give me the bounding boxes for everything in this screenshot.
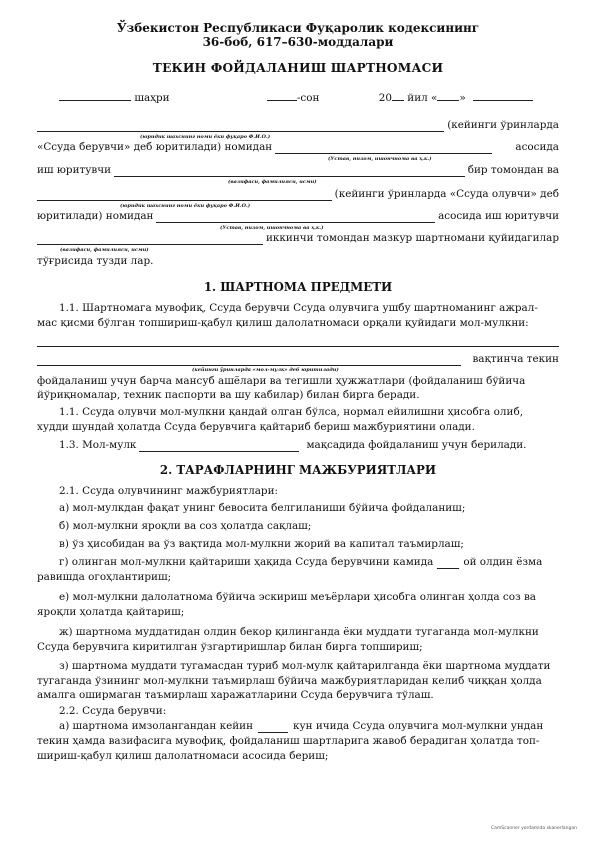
caption-party2-basis: (Устав, низом, ишончнома ва ҳ.к.)	[220, 225, 324, 231]
s2-l5-start: г) олинган мол-мулкни қайтариши ҳақида Ссуда берувчини камида	[59, 556, 434, 568]
intro-line-6	[37, 232, 559, 245]
s1-p7-start: 1.3. Мол-мулк	[59, 439, 137, 451]
intro-p3-start: иш юритувчи	[37, 164, 112, 176]
s1-p3: фойдаланиш учун барча мансуб ашёлари ва тегишли ҳужжатлари (фойдаланиш бўйича	[37, 375, 526, 387]
intro-line-4	[37, 188, 559, 201]
caption-party1-basis: (Устав, низом, ишончнома ва ҳ.к.)	[328, 156, 432, 162]
s2-l6: равишда огоҳлантириш;	[37, 571, 172, 583]
s1-p6: худди шундай ҳолатда Ссуда берувчига қайтариб бериш мажбуриятини олади.	[37, 421, 475, 433]
s2-l5-end: ой олдин ёзма	[463, 556, 543, 568]
s2-l13: амалга оширмаган таъмирлаш харажатларини Ссуда берувчига тўлаш.	[37, 689, 434, 701]
caption-party1-name: (юридик шахснинг номи ёки фуқаро Ф.И.О.)	[140, 134, 271, 140]
s1-line-7	[37, 439, 559, 452]
intro-p6-end: иккинчи томондан мазкур шартномани қуйидагилар	[266, 232, 559, 244]
intro-line-3	[37, 164, 559, 177]
s1-p2-end: вақтинча текин	[472, 353, 559, 365]
date-close-label: »	[459, 92, 466, 104]
number-label: -сон	[296, 92, 320, 104]
section-1-title: 1. ШАРТНОМА ПРЕДМЕТИ	[203, 280, 393, 294]
s2-l1: 2.1. Ссуда олувчининг мажбуриятлари:	[59, 485, 279, 497]
s2-l2: а) мол-мулкдан фақат унинг бевосита белгиланиши бўйича фойдаланиш;	[59, 502, 466, 514]
s2-l3: б) мол-мулкни яроқли ва соз ҳолатда сақлаш;	[59, 520, 312, 532]
s1-blank-line	[37, 346, 559, 347]
intro-p5-start: юритилади) номидан	[37, 210, 154, 222]
header-line-1: Ўзбекистон Республикаси Фуқаролик кодексининг	[116, 21, 480, 35]
s1-p1b: мас қисми бўлган топшириш-қабул қилиш далолатномаси орқали қуйидаги мол-мулкни:	[37, 317, 529, 329]
caption-property: (кейинги ўринларда «мол-мулк» деб юритилади)	[192, 367, 339, 373]
scanner-footer: CamScanner yordamida skanerlangan	[490, 826, 577, 831]
city-date-line	[37, 90, 559, 105]
s2-l15-end: кун ичида Ссуда олувчига мол-мулкни ундан	[293, 720, 544, 732]
intro-p5-end: асосида иш юритувчи	[438, 210, 559, 222]
header-line-2: 36-боб, 617–630-моддалари	[202, 35, 394, 49]
s2-l10: Ссуда берувчига киритилган ўзгартиришлар билан бирга топшириш;	[37, 641, 423, 653]
s2-l15-start: а) шартнома имзолангандан кейин	[59, 720, 254, 732]
date-mid-label: йил «	[407, 92, 438, 104]
s2-l11: з) шартнома муддати тугамасдан туриб мол-мулк қайтарилганда ёки шартнома муддати	[59, 660, 551, 672]
s2-l17: шириш-қабул қилиш далолатномаси асосида бериш;	[37, 750, 329, 762]
document-title: ТЕКИН ФОЙДАЛАНИШ ШАРТНОМАСИ	[152, 61, 444, 75]
intro-p4-end: (кейинги ўринларда «Ссуда олувчи» деб	[334, 188, 559, 200]
caption-party1-signatory: (вазифаси, фамилияси, исми)	[228, 179, 317, 185]
intro-p2-start: «Ссуда берувчи» деб юритилади) номидан	[37, 141, 273, 153]
s2-l16: текин ҳамда вазифасига мувофиқ, фойдаланиш шартларига жавоб берадиган ҳолатда топ-	[37, 735, 540, 747]
s2-l12: тугаганда ўзининг мол-мулкни таъмирлаш бўйича мажбуриятларидан келиб чиққан ҳолда	[37, 675, 542, 687]
intro-line-7: тўғрисида тузди лар.	[37, 255, 154, 267]
s2-l7: е) мол-мулкни далолатнома бўйича эскириш меъёрлари ҳисобга олинган ҳолда соз ва	[59, 591, 536, 603]
section-2-title: 2. ТАРАФЛАРНИНГ МАЖБУРИЯТЛАРИ	[159, 463, 437, 477]
year-prefix: 20	[378, 92, 392, 104]
s2-line-15	[37, 720, 559, 733]
s1-p1a: 1.1. Шартномага мувофиқ, Ссуда берувчи Ссуда олувчига ушбу шартноманинг ажрал-	[59, 302, 538, 314]
intro-p2-end: асосида	[515, 141, 559, 153]
s2-line-5	[37, 556, 559, 569]
s2-l8: яроқли ҳолатда қайтариш;	[37, 606, 185, 618]
s1-p7-end: мақсадида фойдаланиш учун берилади.	[306, 439, 527, 451]
intro-line-1	[37, 119, 559, 132]
s1-p4: йўриқномалар, техник паспорти ва шу кабилар) билан бирга беради.	[37, 389, 420, 401]
s1-line-2	[37, 353, 559, 366]
caption-party2-name: (юридик шахснинг номи ёки фуқаро Ф.И.О.)	[120, 203, 251, 209]
s1-p5: 1.1. Ссуда олувчи мол-мулкни қандай олган бўлса, нормал ейилишни ҳисобга олиб,	[59, 406, 524, 418]
intro-line-2	[37, 141, 559, 154]
intro-line-5	[37, 210, 559, 223]
s2-l14: 2.2. Ссуда берувчи:	[59, 705, 167, 717]
s2-l9: ж) шартнома муддатидан олдин бекор қилинганда ёки муддати тугаганда мол-мулкни	[59, 626, 539, 638]
caption-party2-signatory: (вазифаси, фамилияси, исми)	[60, 247, 149, 253]
s2-l4: в) ўз ҳисобидан ва ўз вақтида мол-мулкни жорий ва капитал таъмирлаш;	[59, 538, 464, 550]
intro-p1-end: (кейинги ўринларда	[447, 119, 559, 131]
city-label: шаҳри	[134, 92, 170, 104]
intro-p3-end: бир томондан ва	[467, 164, 559, 176]
